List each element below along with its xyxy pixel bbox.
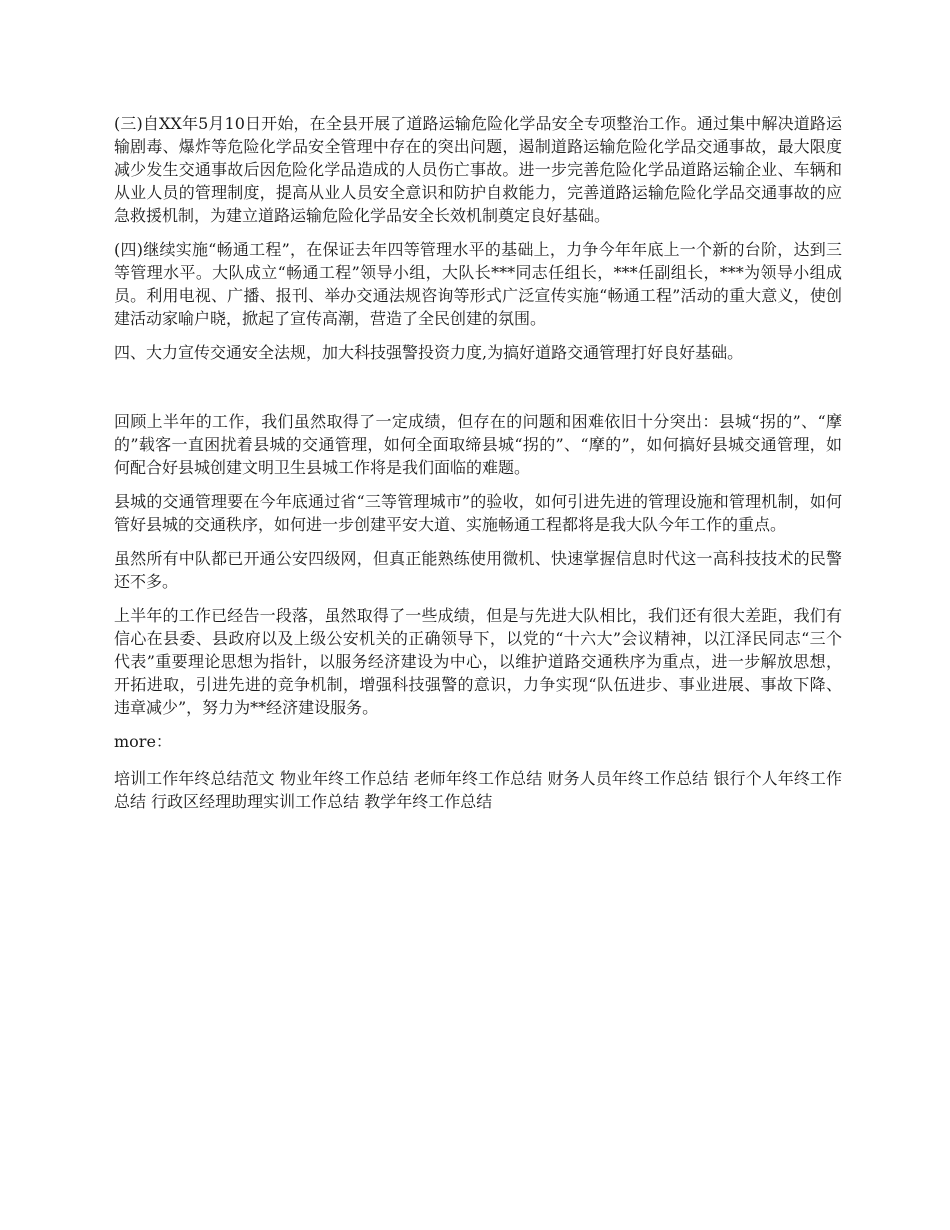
paragraph-section-4-smooth-traffic: (四)继续实施“畅通工程”，在保证去年四等管理水平的基础上，力争今年年底上一个新的台阶，达到三等管理水平。大队成立“畅通工程”领导小组，大队长***同志任组长，***任副组长，***为领导小组成员。利用电视、广播、报刊、举办交通法规咨询等形式广泛宣传实施“畅通工程”活动的重大意义，使创建活动家喻户晓，掀起了宣传高潮，营造了全民创建的氛围。 [114,240,842,328]
paragraph-section-3: (三)自XX年5月10日开始，在全县开展了道路运输危险化学品安全专项整治工作。通过集中解决道路运输剧毒、爆炸等危险化学品安全管理中存在的突出问题，遏制道路运输危险化学品交通事故，最大限度减少发生交通事故后因危险化学品造成的人员伤亡事故。进一步完善危险化学品道路运输企业、车辆和从业人员的管理制度，提高从业人员安全意识和防护自救能力，完善道路运输危险化学品交通事故的应急救援机制，为建立道路运输危险化学品安全长效机制奠定良好基础。 [114,114,842,225]
paragraph-police-network: 虽然所有中队都已开通公安四级网，但真正能熟练使用微机、快速掌握信息时代这一高科技技术的民警还不多。 [114,549,842,591]
related-link-teaching-summary[interactable]: 教学年终工作总结 [364,792,493,811]
related-link-finance-summary[interactable]: 财务人员年终工作总结 [547,769,709,788]
related-links [114,767,842,813]
paragraph-heading-four: 四、大力宣传交通安全法规，加大科技强警投资力度,为搞好道路交通管理打好良好基础。 [114,343,744,362]
paragraph-county-management: 县城的交通管理要在今年底通过省“三等管理城市”的验收，如何引进先进的管理设施和管理机制，如何管好县城的交通秩序，如何进一步创建平安大道、实施畅通工程都将是我大队今年工作的重点。 [114,492,842,534]
related-link-bank-summary[interactable]: 银行个人年终工作总结 [114,769,842,811]
related-link-district-manager-summary[interactable]: 行政区经理助理实训工作总结 [151,792,360,811]
related-link-training-summary[interactable]: 培训工作年终总结范文 [114,769,275,788]
paragraph-review: 回顾上半年的工作，我们虽然取得了一定成绩，但存在的问题和困难依旧十分突出：县城“拐的”、“摩的”载客一直困扰着县城的交通管理，如何全面取缔县城“拐的”、“摩的”，如何搞好县城交通管理，如何配合好县城创建文明卫生县城工作将是我们面临的难题。 [114,412,842,477]
paragraph-conclusion: 上半年的工作已经告一段落，虽然取得了一些成绩，但是与先进大队相比，我们还有很大差距，我们有信心在县委、县政府以及上级公安机关的正确领导下，以党的“十六大”会议精神，以江泽民同志“三个代表”重要理论思想为指针，以服务经济建设为中心，以维护道路交通秩序为重点，进一步解放思想，开拓进取，引进先进的竞争机制，增强科技强警的意识，力争实现“队伍进步、事业进展、事故下降、违章减少”，努力为**经济建设服务。 [114,606,842,717]
related-link-teacher-summary[interactable]: 老师年终工作总结 [413,769,543,788]
document-page [114,112,842,824]
more-label: more： [114,732,172,751]
related-link-property-summary[interactable]: 物业年终工作总结 [279,769,409,788]
